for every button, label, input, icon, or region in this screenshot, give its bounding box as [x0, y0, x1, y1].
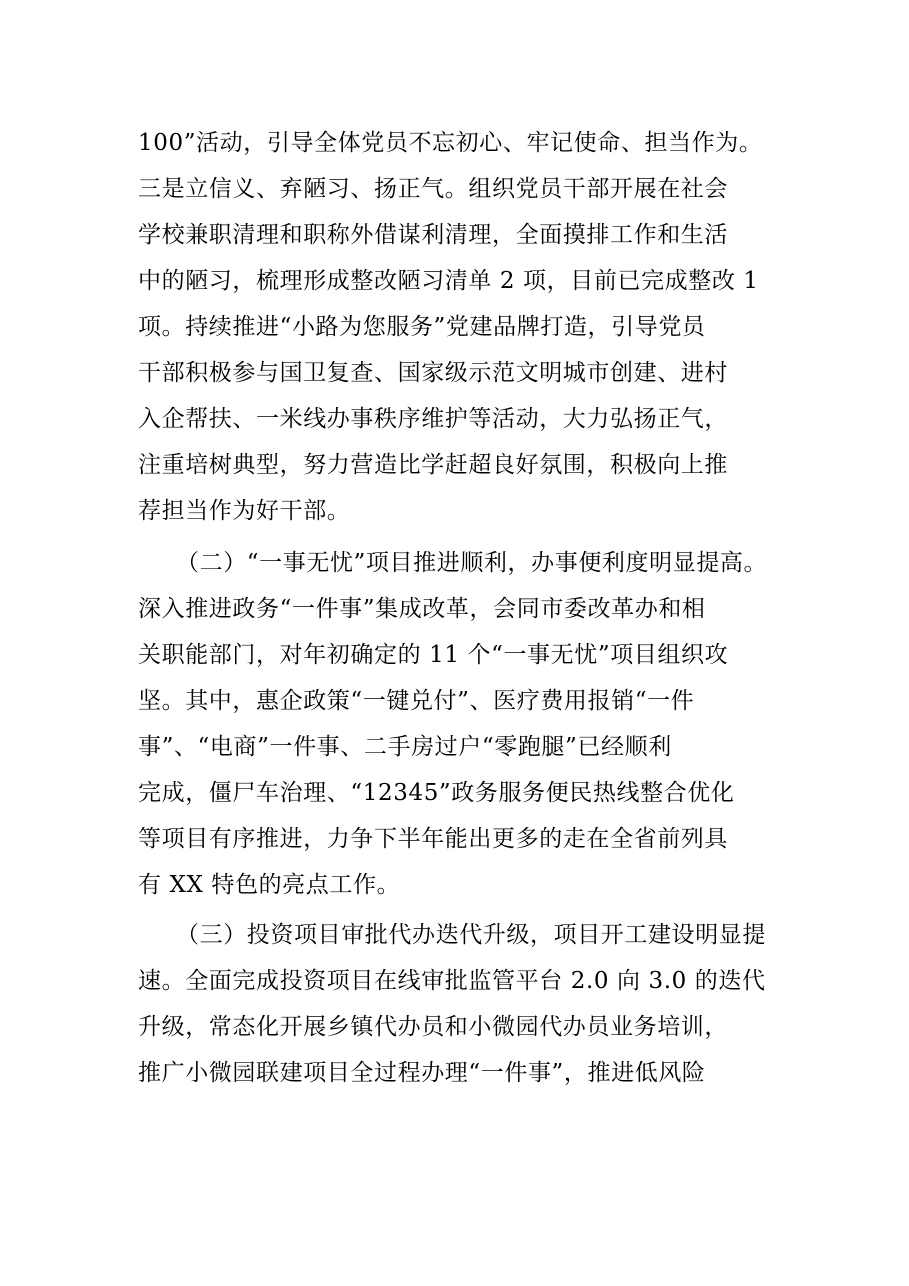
- text-line: 100”活动，引导全体党员不忘初心、牢记使命、担当作为。: [138, 130, 763, 156]
- section-heading-2: （二）“一事无忧”项目推进顺利，办事便利度明显提高。: [176, 550, 768, 576]
- paragraph-3: [138, 912, 798, 1096]
- section-heading-3: （三）投资项目审批代办迭代升级，项目开工建设明显提: [176, 922, 766, 948]
- text-line: 事”、“电商”一件事、二手房过户“零跑腿”已经顺利: [138, 734, 672, 760]
- paragraph-2: [138, 540, 798, 908]
- text-line: 干部积极参与国卫复查、国家级示范文明城市创建、进村: [138, 360, 728, 386]
- text-line: 速。全面完成投资项目在线审批监管平台 2.0 向 3.0 的迭代: [138, 968, 766, 994]
- text-line: 中的陋习，梳理形成整改陋习清单 2 项，目前已完成整改 1: [138, 268, 759, 294]
- text-line: 升级，常态化开展乡镇代办员和小微园代办员业务培训，: [138, 1014, 728, 1040]
- text-line: 坚。其中，惠企政策“一键兑付”、医疗费用报销“一件: [138, 688, 695, 714]
- text-line: 推广小微园联建项目全过程办理“一件事”，推进低风险: [138, 1060, 706, 1086]
- text-line: 三是立信义、弃陋习、扬正气。组织党员干部开展在社会: [138, 176, 728, 202]
- text-line: 深入推进政务“一件事”集成改革，会同市委改革办和相: [138, 596, 706, 622]
- text-line: 有 XX 特色的亮点工作。: [138, 872, 401, 898]
- text-line: 关职能部门，对年初确定的 11 个“一事无忧”项目组织攻: [138, 642, 729, 668]
- text-line: 项。持续推进“小路为您服务”党建品牌打造，引导党员: [138, 314, 706, 340]
- text-line: 等项目有序推进，力争下半年能出更多的走在全省前列具: [138, 826, 728, 852]
- text-line: 入企帮扶、一米线办事秩序维护等活动，大力弘扬正气，: [138, 406, 728, 432]
- text-line: 完成，僵尸车治理、“12345”政务服务便民热线整合优化: [138, 780, 735, 806]
- text-line: 注重培树典型，努力营造比学赶超良好氛围，积极向上推: [138, 452, 728, 478]
- paragraph-1: [138, 120, 798, 534]
- text-line: 学校兼职清理和职称外借谋利清理，全面摸排工作和生活: [138, 222, 728, 248]
- text-line: 荐担当作为好干部。: [138, 498, 351, 524]
